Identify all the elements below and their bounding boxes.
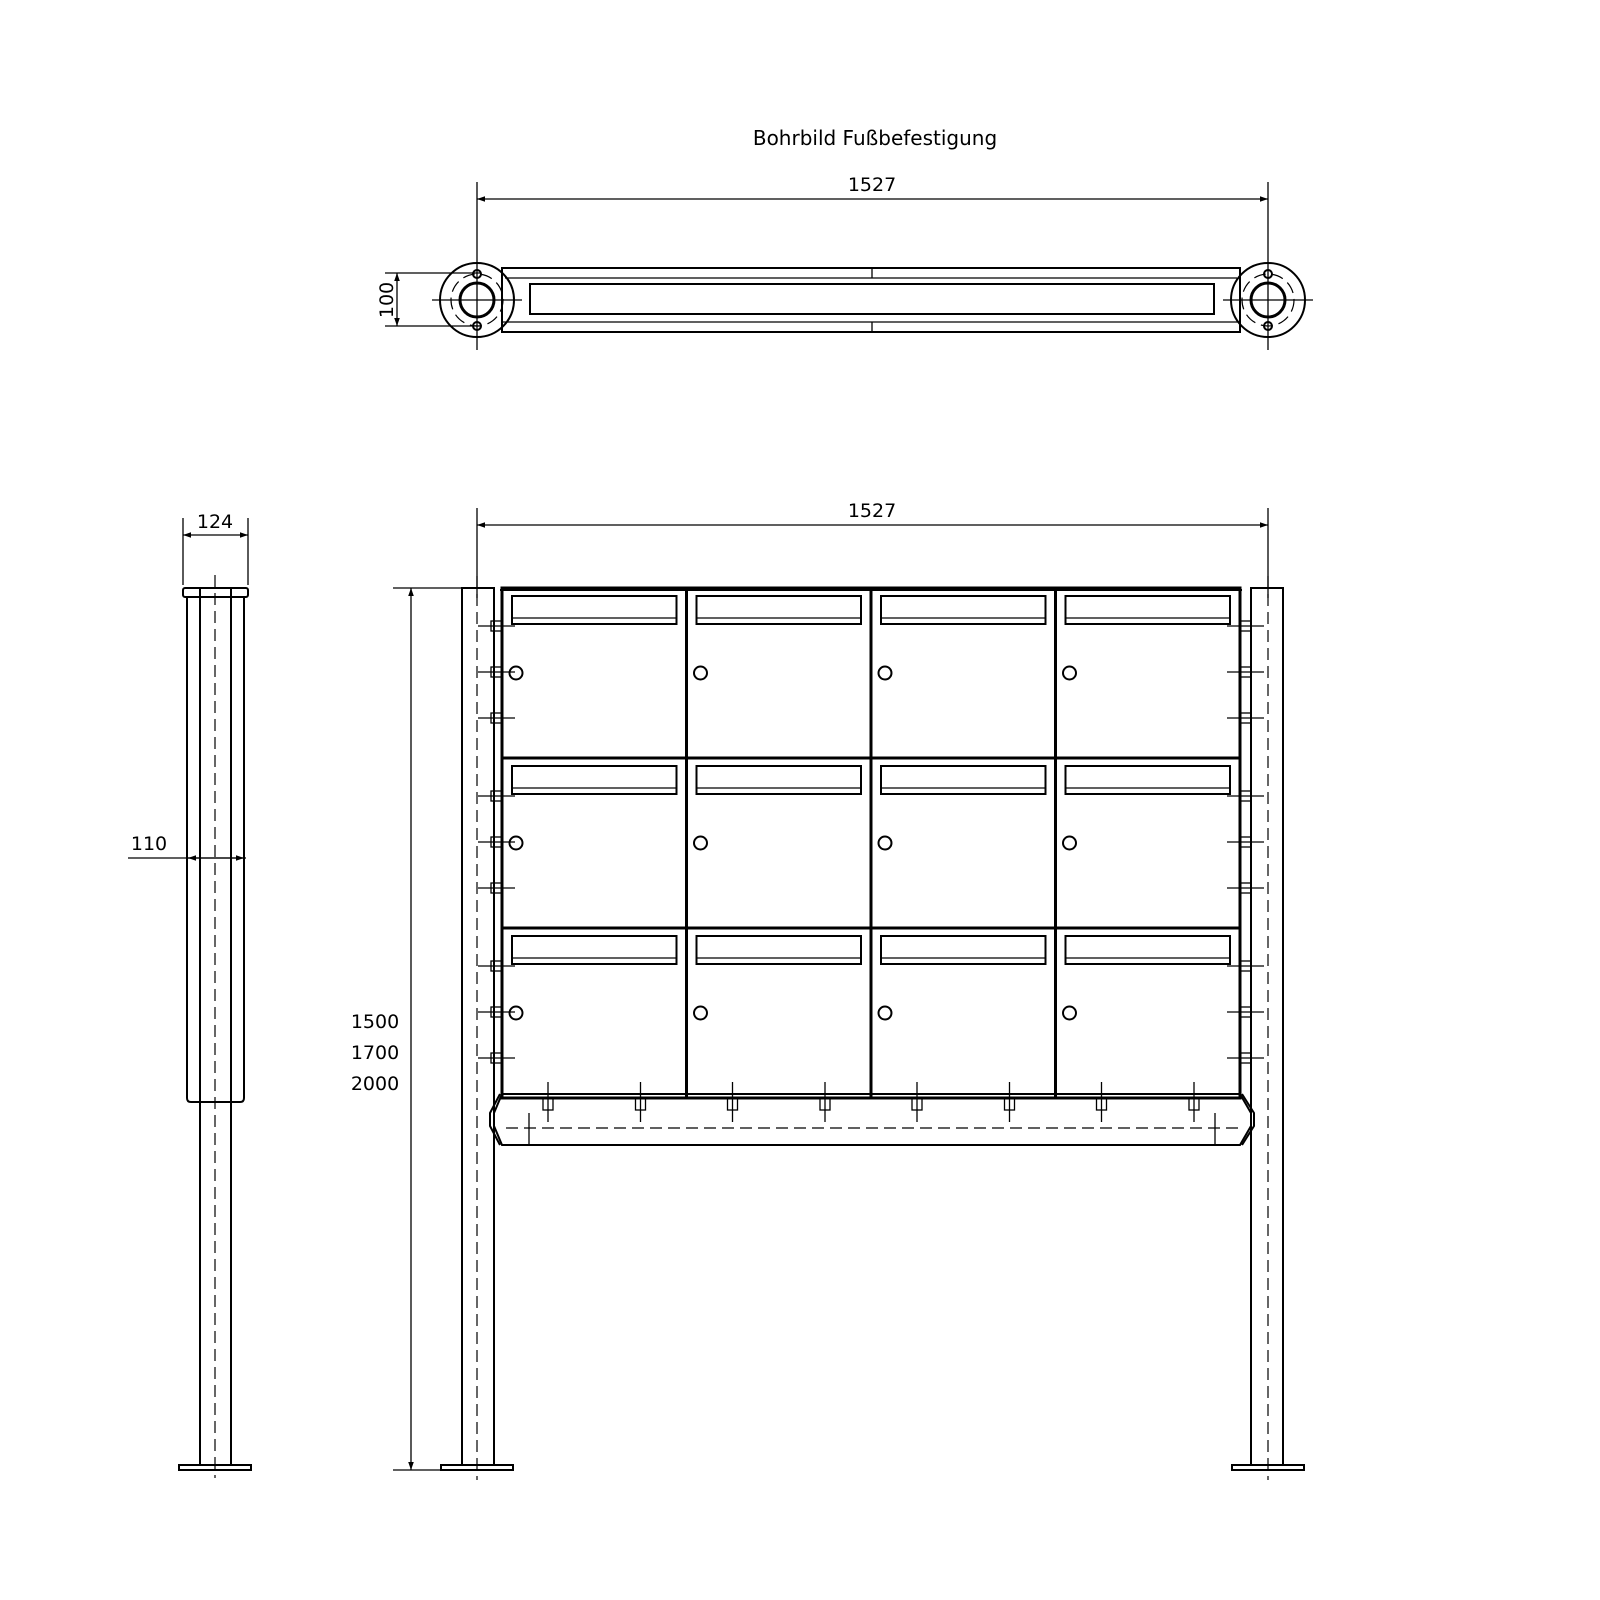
side-view xyxy=(128,511,251,1478)
mail-slot xyxy=(1066,766,1231,794)
mail-slot xyxy=(697,766,862,794)
mounting-bracket xyxy=(1227,837,1264,847)
mounting-bracket xyxy=(1227,1053,1264,1063)
mailbox xyxy=(871,588,1056,758)
mailbox xyxy=(871,758,1056,928)
mounting-bracket xyxy=(1227,713,1264,723)
mounting-bracket xyxy=(1227,883,1264,893)
mounting-bracket xyxy=(478,791,515,801)
mailbox xyxy=(687,928,872,1098)
drawing-title: Bohrbild Fußbefestigung xyxy=(752,126,998,150)
mailbox xyxy=(687,758,872,928)
mailbox xyxy=(1056,928,1241,1098)
lock-icon xyxy=(694,1007,707,1020)
height-dimension-1: 1500 xyxy=(350,1011,400,1033)
front-view xyxy=(351,500,1304,1480)
rail-screw xyxy=(820,1082,830,1122)
side-width-dimension: 124 xyxy=(196,511,234,533)
mail-slot xyxy=(697,596,862,624)
mail-slot xyxy=(512,936,677,964)
lock-icon xyxy=(510,1007,523,1020)
bottom-rail xyxy=(490,1094,1254,1465)
mailbox xyxy=(502,758,687,928)
mail-slot xyxy=(512,596,677,624)
mounting-bracket xyxy=(1227,961,1264,971)
mounting-bracket xyxy=(478,883,515,893)
lock-icon xyxy=(694,667,707,680)
lock-icon xyxy=(694,837,707,850)
mailbox-grid xyxy=(500,588,1242,1098)
lock-icon xyxy=(1063,1007,1076,1020)
lock-icon xyxy=(510,667,523,680)
top-depth-dimension: 100 xyxy=(376,281,398,319)
lock-icon xyxy=(879,667,892,680)
mail-slot xyxy=(697,936,862,964)
mailbox xyxy=(687,588,872,758)
rail-screw xyxy=(1005,1082,1015,1122)
front-width-dimension: 1527 xyxy=(847,500,897,522)
lock-icon xyxy=(1063,837,1076,850)
lock-icon xyxy=(879,837,892,850)
mailbox xyxy=(1056,588,1241,758)
height-dimension-2: 1700 xyxy=(350,1042,400,1064)
mounting-bracket xyxy=(1227,621,1264,631)
top-view xyxy=(376,174,1313,350)
right-post xyxy=(1232,576,1304,1480)
mounting-bracket xyxy=(1227,667,1264,677)
mailbox xyxy=(502,928,687,1098)
mail-slot xyxy=(1066,596,1231,624)
mounting-bracket xyxy=(1227,791,1264,801)
mail-slot xyxy=(881,596,1046,624)
lock-icon xyxy=(510,837,523,850)
rail-screw xyxy=(543,1082,553,1122)
mounting-bracket xyxy=(478,713,515,723)
mail-slot xyxy=(881,766,1046,794)
mounting-bracket xyxy=(478,1053,515,1063)
lock-icon xyxy=(1063,667,1076,680)
mailbox xyxy=(871,928,1056,1098)
height-dimension-3: 2000 xyxy=(350,1073,400,1095)
rail-screw xyxy=(728,1082,738,1122)
mailbox xyxy=(502,588,687,758)
rail-screw xyxy=(1189,1082,1199,1122)
mounting-bracket xyxy=(1227,1007,1264,1017)
mounting-bracket xyxy=(478,621,515,631)
post-width-dimension: 110 xyxy=(130,833,168,855)
lock-icon xyxy=(879,1007,892,1020)
mail-slot xyxy=(1066,936,1231,964)
mail-slot xyxy=(881,936,1046,964)
top-width-dimension: 1527 xyxy=(847,174,897,196)
rail-screw xyxy=(636,1082,646,1122)
mailbox xyxy=(1056,758,1241,928)
rail-screw xyxy=(1097,1082,1107,1122)
mail-slot xyxy=(512,766,677,794)
rail-screw xyxy=(912,1082,922,1122)
mounting-bracket xyxy=(478,961,515,971)
